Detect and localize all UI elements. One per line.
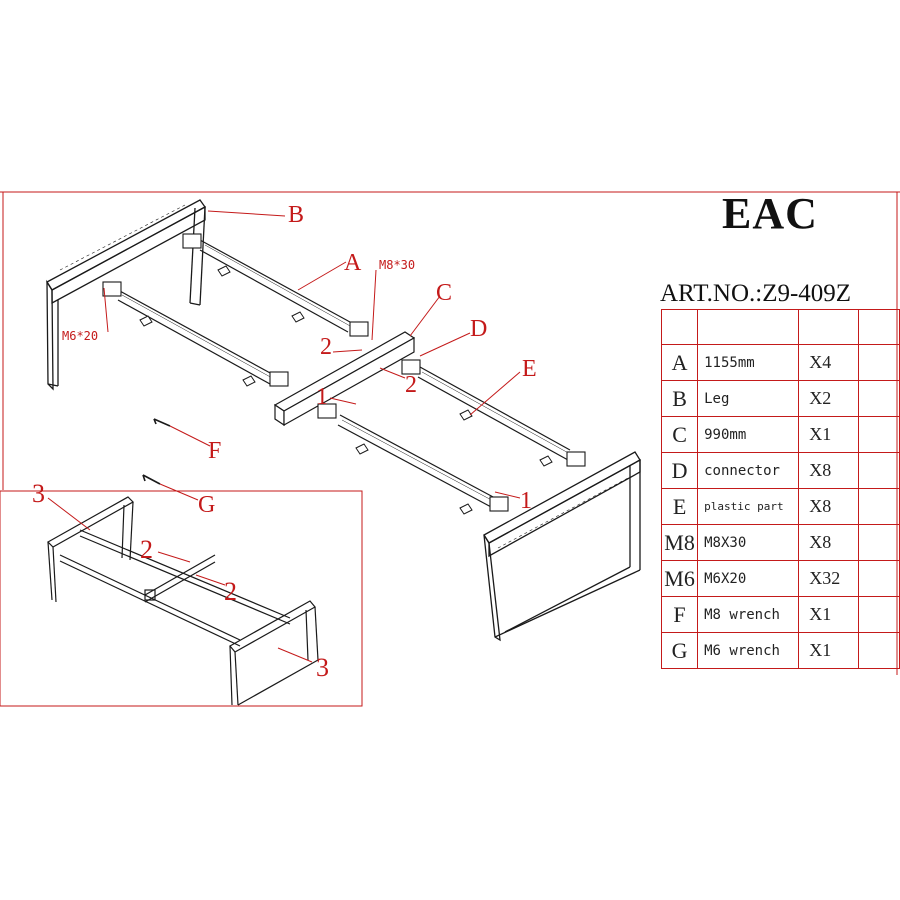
- part-qty: X8: [799, 525, 859, 561]
- part-desc: 990mm: [698, 417, 799, 453]
- wrenches: [143, 419, 170, 484]
- callout-step3-a: 3: [32, 479, 45, 508]
- part-code: D: [662, 453, 698, 489]
- leg-b-right: [484, 452, 640, 640]
- part-qty: X1: [799, 417, 859, 453]
- part-desc: M6 wrench: [698, 633, 799, 669]
- part-desc: M8X30: [698, 525, 799, 561]
- part-code: E: [662, 489, 698, 525]
- callout-m8x30: M8*30: [379, 258, 416, 272]
- part-desc: M6X20: [698, 561, 799, 597]
- table-row: [662, 633, 900, 669]
- part-code: F: [662, 597, 698, 633]
- part-qty: X4: [799, 345, 859, 381]
- part-code: G: [662, 633, 698, 669]
- part-desc: connector: [698, 453, 799, 489]
- table-row: [662, 381, 900, 417]
- part-code: M8: [662, 525, 698, 561]
- parts-table: [661, 309, 900, 669]
- part-desc: M8 wrench: [698, 597, 799, 633]
- part-code: M6: [662, 561, 698, 597]
- part-code: A: [662, 345, 698, 381]
- callout-f: F: [208, 438, 222, 464]
- parts-table-header: [662, 310, 900, 345]
- table-row: [662, 561, 900, 597]
- part-desc: 1155mm: [698, 345, 799, 381]
- callout-step2-a: 2: [320, 334, 332, 360]
- callout-step2-inset-b: 2: [224, 577, 237, 606]
- callout-b: B: [288, 202, 305, 228]
- table-row: [662, 453, 900, 489]
- table-row: [662, 417, 900, 453]
- part-desc: plastic part: [698, 489, 799, 525]
- table-row: [662, 597, 900, 633]
- part-qty: X8: [799, 453, 859, 489]
- callout-a: A: [344, 250, 362, 276]
- callout-step2-inset-a: 2: [140, 535, 153, 564]
- part-qty: X2: [799, 381, 859, 417]
- callout-step1-a: 1: [316, 384, 328, 410]
- table-row: [662, 525, 900, 561]
- article-number: ART.NO.:Z9-409Z: [660, 280, 852, 307]
- part-code: B: [662, 381, 698, 417]
- table-row: [662, 345, 900, 381]
- part-desc: Leg: [698, 381, 799, 417]
- callout-m6x20: M6*20: [62, 329, 99, 343]
- callout-d: D: [470, 316, 488, 342]
- part-qty: X1: [799, 633, 859, 669]
- assembled-inset-frame: [0, 491, 362, 706]
- callout-e: E: [522, 356, 537, 382]
- part-qty: X32: [799, 561, 859, 597]
- callout-leaders: [48, 211, 520, 662]
- callout-step3-b: 3: [316, 653, 329, 682]
- table-row: [662, 489, 900, 525]
- center-beam-c: [275, 332, 414, 425]
- callout-g: G: [198, 492, 216, 518]
- part-code: C: [662, 417, 698, 453]
- part-qty: X8: [799, 489, 859, 525]
- assembled-inset-drawing: [48, 497, 318, 705]
- brand-title: EAC: [722, 189, 818, 238]
- callout-step2-b: 2: [405, 372, 417, 398]
- part-qty: X1: [799, 597, 859, 633]
- callout-step1-b: 1: [520, 488, 532, 514]
- callout-c: C: [436, 280, 453, 306]
